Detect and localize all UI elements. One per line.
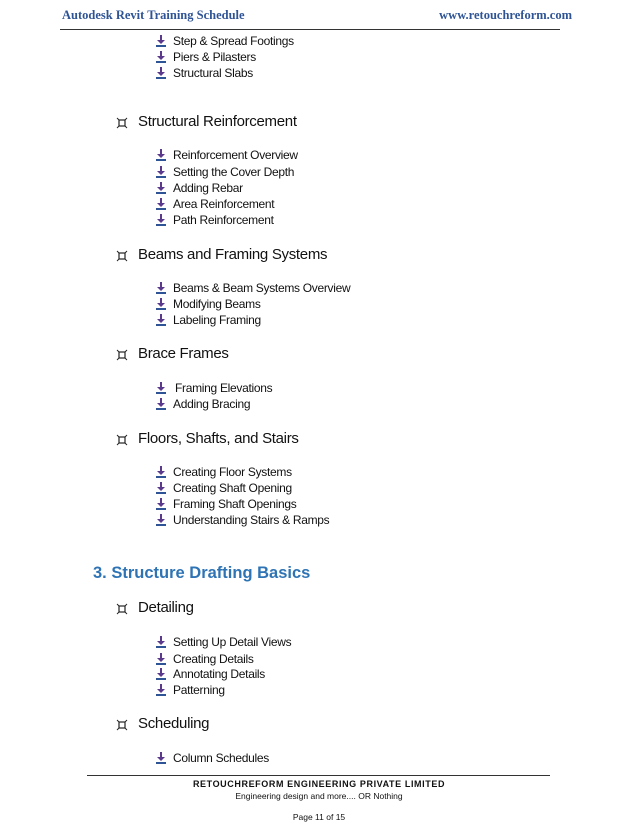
list-item-label: Understanding Stairs & Ramps — [173, 513, 330, 527]
section-heading: 3. Structure Drafting Basics — [93, 564, 311, 582]
square-bullet-icon — [116, 602, 128, 614]
arrow-bullet-icon — [155, 668, 167, 680]
footer-company: RETOUCHREFORM ENGINEERING PRIVATE LIMITED — [192, 779, 446, 789]
arrow-bullet-icon — [155, 182, 167, 194]
arrow-bullet-icon — [155, 282, 167, 294]
list-item — [155, 297, 261, 311]
arrow-bullet-icon — [155, 214, 167, 226]
square-bullet-icon — [116, 433, 128, 445]
list-item — [155, 165, 294, 179]
list-item-label: Creating Floor Systems — [173, 465, 292, 479]
header-website: www.retouchreform.com — [439, 8, 572, 22]
list-item-label: Setting Up Detail Views — [173, 635, 292, 649]
topic-heading — [116, 599, 194, 616]
topic-label: Beams and Framing Systems — [138, 246, 328, 263]
list-item-label: Structural Slabs — [173, 66, 253, 80]
arrow-bullet-icon — [155, 149, 167, 161]
arrow-bullet-icon — [155, 514, 167, 526]
list-item — [155, 497, 296, 511]
list-item — [155, 481, 292, 495]
topic-heading — [116, 345, 229, 362]
arrow-bullet-icon — [155, 636, 167, 648]
arrow-bullet-icon — [155, 35, 167, 47]
list-item-label: Path Reinforcement — [173, 213, 274, 227]
list-item — [155, 513, 329, 527]
list-item — [155, 66, 253, 80]
arrow-bullet-icon — [155, 684, 167, 696]
arrow-bullet-icon — [155, 298, 167, 310]
list-item-label: Annotating Details — [173, 667, 265, 681]
topic-label: Detailing — [138, 599, 194, 616]
list-item — [155, 381, 272, 395]
list-item — [155, 465, 292, 479]
list-item — [155, 281, 350, 295]
topic-label: Floors, Shafts, and Stairs — [138, 430, 299, 447]
list-item — [155, 34, 294, 48]
square-bullet-icon — [116, 116, 128, 128]
arrow-bullet-icon — [155, 198, 167, 210]
list-item-label: Labeling Framing — [173, 313, 261, 327]
topic-heading — [116, 246, 327, 263]
list-item — [155, 397, 250, 411]
arrow-bullet-icon — [155, 67, 167, 79]
list-item-label: Framing Shaft Openings — [173, 497, 297, 511]
square-bullet-icon — [116, 718, 128, 730]
topic-heading — [116, 113, 297, 130]
list-item-label: Adding Rebar — [173, 181, 243, 195]
list-item-label: Modifying Beams — [173, 297, 261, 311]
list-item-label: Area Reinforcement — [173, 197, 275, 211]
topic-heading — [116, 715, 209, 732]
topic-label: Structural Reinforcement — [138, 113, 297, 130]
list-item-label: Framing Elevations — [175, 381, 273, 395]
square-bullet-icon — [116, 249, 128, 261]
list-item-label: Column Schedules — [173, 751, 269, 765]
square-bullet-icon — [116, 348, 128, 360]
topic-label: Brace Frames — [138, 345, 229, 362]
footer-tagline: Engineering design and more.... OR Nothing — [235, 791, 403, 801]
list-item — [155, 652, 254, 666]
topic-heading — [116, 430, 299, 447]
list-item-label: Creating Shaft Opening — [173, 481, 292, 495]
arrow-bullet-icon — [155, 498, 167, 510]
list-item-label: Beams & Beam Systems Overview — [173, 281, 351, 295]
topic-label: Scheduling — [138, 715, 210, 732]
arrow-bullet-icon — [155, 398, 167, 410]
list-item — [155, 50, 256, 64]
list-item — [155, 635, 291, 649]
list-item — [155, 213, 274, 227]
list-item — [155, 667, 265, 681]
list-item — [155, 197, 274, 211]
list-item-label: Adding Bracing — [173, 397, 251, 411]
page-number: Page 11 of 15 — [292, 812, 346, 822]
list-item — [155, 751, 269, 765]
arrow-bullet-icon — [155, 51, 167, 63]
footer-divider — [87, 775, 550, 776]
arrow-bullet-icon — [155, 466, 167, 478]
arrow-bullet-icon — [155, 382, 167, 394]
arrow-bullet-icon — [155, 653, 167, 665]
arrow-bullet-icon — [155, 482, 167, 494]
list-item — [155, 181, 243, 195]
list-item — [155, 683, 225, 697]
arrow-bullet-icon — [155, 166, 167, 178]
list-item-label: Patterning — [173, 683, 225, 697]
list-item — [155, 148, 298, 162]
header-divider — [60, 29, 560, 30]
header-title: Autodesk Revit Training Schedule — [62, 8, 245, 22]
list-item-label: Creating Details — [173, 652, 254, 666]
list-item — [155, 313, 261, 327]
list-item-label: Piers & Pilasters — [173, 50, 256, 64]
list-item-label: Step & Spread Footings — [173, 34, 294, 48]
arrow-bullet-icon — [155, 752, 167, 764]
list-item-label: Setting the Cover Depth — [173, 165, 295, 179]
arrow-bullet-icon — [155, 314, 167, 326]
list-item-label: Reinforcement Overview — [173, 148, 298, 162]
